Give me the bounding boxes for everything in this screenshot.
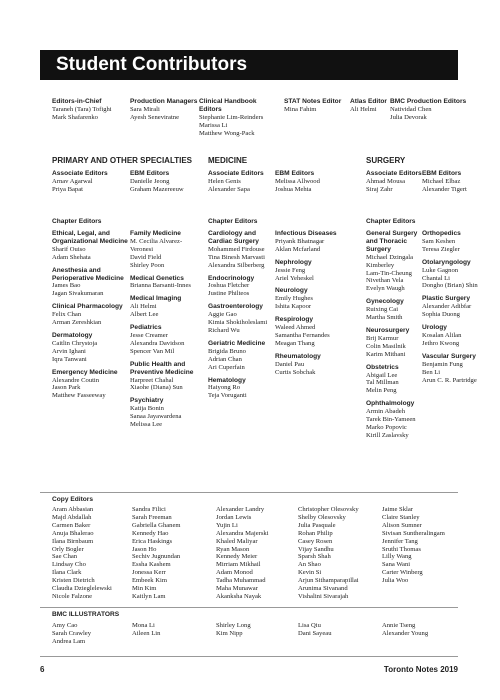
contributor-name: Andrea Lam bbox=[52, 637, 86, 645]
section-title: Copy Editors bbox=[52, 496, 94, 503]
contributor-name: Jaime Sklar bbox=[382, 506, 413, 513]
chapter-editors-heading bbox=[52, 218, 101, 226]
copy-editors-column bbox=[132, 506, 181, 601]
group-title: Preventive Medicine bbox=[130, 368, 194, 376]
associate-editors-surgery bbox=[366, 170, 422, 194]
contributor-name: Lindsay Cho bbox=[52, 561, 86, 569]
bmc-column bbox=[132, 622, 160, 638]
ebm-editors-primary bbox=[130, 170, 184, 194]
contributor-name: Ahmad Mousa bbox=[366, 177, 406, 185]
contributor-name: Sanaa Jayawardena bbox=[130, 413, 182, 421]
section-heading-medicine: MEDICINE bbox=[208, 156, 248, 165]
contributor-name: Maha Munawar bbox=[216, 585, 258, 593]
contributor-name: Alexander Sapa bbox=[208, 185, 250, 193]
contributor-name: Iqra Tanwani bbox=[52, 355, 87, 363]
group-spacer bbox=[52, 400, 128, 405]
contributor-name: Evelyn Waugh bbox=[366, 285, 405, 293]
contributor-name: Harpreet Chahal bbox=[130, 376, 174, 384]
contributor-name: Jesse Creamer bbox=[130, 331, 168, 339]
group-title: Orthopedics bbox=[422, 230, 461, 237]
associate-editors-medicine bbox=[208, 170, 264, 194]
contributor-name: Abigail Lee bbox=[366, 371, 398, 379]
contributor-name: Kaitlyn Lam bbox=[132, 592, 166, 600]
contributor-name: Meagan Thang bbox=[275, 339, 315, 347]
group-title: Endocrinology bbox=[208, 274, 255, 282]
contributor-name: Benjamin Fung bbox=[422, 360, 463, 368]
contributor-name: Marissa Li bbox=[199, 121, 228, 129]
group-title: Associate Editors bbox=[366, 170, 422, 177]
contributor-name: Min Kim bbox=[132, 585, 157, 593]
contributor-name: Jason Park bbox=[52, 384, 81, 392]
contributor-name: Aklan Mcfarland bbox=[275, 245, 321, 253]
bmc-column bbox=[298, 622, 332, 638]
role-group bbox=[130, 98, 197, 122]
contributor-name: Sivisan Suntheralingam bbox=[382, 529, 445, 537]
contributor-name: Natividad Chen bbox=[390, 105, 432, 113]
group-title: General Surgery bbox=[366, 230, 418, 237]
group-title: Clinical Handbook bbox=[199, 98, 257, 105]
group-title: Emergency Medicine bbox=[52, 368, 118, 376]
role-group bbox=[199, 98, 263, 138]
contributor-name: Albert Lee bbox=[130, 311, 159, 319]
contributor-name: An Shao bbox=[298, 561, 321, 569]
contributor-name: Samantha Fernandes bbox=[275, 331, 330, 339]
contributor-name: Arnav Agarwal bbox=[52, 177, 93, 185]
chapter-editors-heading bbox=[366, 218, 415, 226]
contributor-name: Taraneh (Tara) Tofighi bbox=[52, 105, 112, 113]
contributor-name: Alexander Adibfar bbox=[422, 303, 472, 311]
contributor-name: Shirley Poon bbox=[130, 261, 165, 269]
contributor-name: Lilly Wang bbox=[382, 553, 412, 561]
contributor-name: Khaled Maliyar bbox=[216, 537, 258, 545]
contributor-name: Jordan Lewis bbox=[216, 513, 252, 521]
contributor-name: James Bao bbox=[52, 282, 81, 290]
contributor-name: Dani Sayeau bbox=[298, 629, 332, 637]
bmc-heading bbox=[52, 611, 119, 619]
contributor-name: Luke Gagnon bbox=[422, 266, 459, 274]
contributor-name: Kim Nipp bbox=[216, 629, 243, 637]
contributor-name: Jason Ho bbox=[132, 545, 157, 553]
group-spacer bbox=[422, 384, 478, 389]
contributor-name: Ilana Clark bbox=[52, 569, 82, 577]
contributor-name: Daniel Pau bbox=[275, 360, 305, 368]
contributor-name: Mina Fahim bbox=[284, 105, 317, 113]
contributor-name: Nicole Falzone bbox=[52, 592, 93, 600]
contributor-name: Haiyong Ro bbox=[208, 384, 241, 392]
group-title: Respirology bbox=[275, 316, 314, 324]
contributor-name: Sam Keshen bbox=[422, 237, 456, 245]
contributor-name: Alexandre Coutin bbox=[52, 376, 100, 384]
chapter-column bbox=[130, 230, 193, 434]
contributor-name: Sparsh Shah bbox=[298, 553, 331, 561]
group-title: and Thoracic bbox=[366, 237, 408, 245]
group-title: Family Medicine bbox=[130, 230, 181, 237]
contributor-name: Michael Elbaz bbox=[422, 177, 461, 185]
contributor-name: Matthew Wong-Pack bbox=[199, 129, 255, 137]
group-title: EBM Editors bbox=[275, 170, 315, 177]
group-title: Infectious Diseases bbox=[275, 230, 337, 237]
group-title: Organizational Medicine bbox=[52, 237, 128, 245]
contributor-name: Jennifer Tang bbox=[382, 537, 418, 545]
contributor-name: Melin Peng bbox=[366, 387, 397, 395]
contributor-name: Matthew Fasseeway bbox=[52, 392, 106, 400]
contributor-name: Ali Helmi bbox=[350, 105, 377, 113]
contributor-name: Brigida Bruno bbox=[208, 347, 246, 355]
contributor-name: Alexandra Silberberg bbox=[208, 261, 265, 269]
contributor-name: Ayesh Seneviratne bbox=[130, 113, 180, 121]
contributor-name: Jonessa Kerr bbox=[132, 569, 166, 577]
contributor-name: Teresa Ziegler bbox=[422, 245, 460, 253]
contributor-name: Ari Cuperfain bbox=[208, 363, 245, 371]
group-title: Public Health and bbox=[130, 360, 186, 368]
contributor-name: Joshua Mehta bbox=[275, 185, 312, 193]
copy-editors-column bbox=[216, 506, 269, 601]
contributor-name: Sarah Crawley bbox=[52, 629, 91, 637]
contributor-name: Katija Bonin bbox=[130, 405, 164, 413]
divider bbox=[40, 492, 458, 493]
chapter-column bbox=[422, 230, 478, 389]
ebm-editors-surgery bbox=[422, 170, 467, 194]
contributor-name: Ali Helmi bbox=[130, 303, 157, 311]
group-title: Rheumatology bbox=[275, 352, 321, 360]
contributor-name: Ruixing Cai bbox=[366, 306, 399, 314]
chapter-editors-heading bbox=[208, 218, 257, 226]
footer-divider bbox=[40, 656, 458, 657]
contributor-name: Kennedy Hao bbox=[132, 529, 169, 537]
contributor-name: Carter Winberg bbox=[382, 569, 423, 577]
divider bbox=[40, 607, 458, 608]
contributor-name: Alexander Young bbox=[382, 629, 429, 637]
contributor-name: Kosalan Alilan bbox=[422, 331, 462, 339]
section-heading-primary: PRIMARY AND OTHER SPECIALTIES bbox=[52, 156, 193, 165]
contributor-name: Kevin Si bbox=[298, 569, 322, 577]
contributor-name: Majd Abdallah bbox=[52, 513, 92, 521]
group-title: Perioperative Medicine bbox=[52, 274, 124, 282]
contributor-name: Christopher Olesovsky bbox=[298, 506, 359, 513]
group-spacer bbox=[275, 377, 337, 382]
contributor-name: Xiaohe (Diana) Sun bbox=[130, 384, 183, 392]
group-title: Gastroenterology bbox=[208, 303, 263, 311]
contributor-name: Alison Sumner bbox=[382, 521, 422, 529]
contributor-name: Waleed Ahmed bbox=[275, 324, 316, 332]
group-title: BMC Production Editors bbox=[390, 98, 467, 105]
contributor-name: Sarah Freeman bbox=[132, 513, 172, 521]
group-title: Production Managers bbox=[130, 98, 198, 105]
contributor-name: Marko Popovic bbox=[366, 423, 407, 431]
contributor-name: Sophia Duong bbox=[422, 311, 460, 319]
contributor-name: Yujin Li bbox=[216, 521, 238, 529]
contributor-name: Lam-Tin-Cheung bbox=[366, 269, 412, 277]
group-title: Medical Imaging bbox=[130, 295, 182, 303]
bmc-column bbox=[216, 622, 251, 638]
contributor-name: Akanksha Nayak bbox=[216, 592, 262, 600]
page-title: Student Contributors bbox=[40, 50, 458, 80]
chapter-column bbox=[208, 230, 267, 405]
contributor-name: Kristen Dietrich bbox=[52, 577, 95, 585]
contributor-name: Julia Pasquale bbox=[298, 521, 336, 529]
contributor-name: Tadha Muhammad bbox=[216, 577, 266, 585]
group-title: Hematology bbox=[208, 376, 246, 384]
contributor-name: Siraj Zahr bbox=[366, 185, 393, 193]
group-title: Otolaryngology bbox=[422, 258, 471, 266]
contributor-name: Sharif Ouiso bbox=[52, 245, 86, 253]
group-title: Gynecology bbox=[366, 298, 404, 306]
group-title: STAT Notes Editor bbox=[284, 98, 342, 105]
role-group bbox=[350, 98, 387, 114]
contributor-name: Ryan Mason bbox=[216, 545, 250, 553]
chapter-column bbox=[366, 230, 417, 445]
group-title: Ophthalmology bbox=[366, 400, 415, 408]
contributor-name: David Field bbox=[130, 253, 162, 261]
contributor-name: M. Cecilia Alvarez- bbox=[130, 237, 183, 245]
group-title: Surgery bbox=[366, 245, 391, 253]
contributor-name: Alexander Landry bbox=[216, 506, 265, 513]
contributor-name: Mona Li bbox=[132, 622, 155, 629]
contributor-name: Brij Karmur bbox=[366, 334, 399, 342]
group-title: Obstetrics bbox=[366, 363, 399, 371]
contributor-name: Jagan Sivakumaran bbox=[52, 290, 104, 298]
contributor-name: Anuja Bhalerao bbox=[52, 529, 94, 537]
group-title: Medical Genetics bbox=[130, 274, 184, 282]
contributor-name: Mark Shafarenko bbox=[52, 113, 98, 121]
contributor-name: Kimberley bbox=[366, 261, 395, 269]
group-title: Neurosurgery bbox=[366, 326, 410, 334]
contributor-name: Jethro Kwong bbox=[422, 339, 460, 347]
contributor-name: Alexander Tigert bbox=[422, 185, 467, 193]
role-group bbox=[390, 98, 466, 122]
group-title: Psychiatry bbox=[130, 397, 164, 405]
contributor-name: Jessie Feng bbox=[275, 266, 306, 274]
contributor-name: Sechiv Jugnundan bbox=[132, 553, 181, 561]
group-title: Editors-in-Chief bbox=[52, 98, 102, 105]
contributor-name: Adrian Chan bbox=[208, 355, 242, 363]
section-heading-surgery: SURGERY bbox=[366, 156, 406, 165]
chapter-editors-title: Chapter Editors bbox=[366, 218, 416, 225]
group-title: Vascular Surgery bbox=[422, 352, 476, 360]
contributor-name: Martha Smith bbox=[366, 314, 403, 322]
contributor-name: Danielle Jeong bbox=[130, 177, 170, 185]
contributor-name: Chantal Li bbox=[422, 274, 451, 282]
contributor-name: Julia Devorak bbox=[390, 113, 427, 121]
contributor-name: Sana Wani bbox=[382, 561, 411, 569]
contributor-name: Adam Shehata bbox=[52, 253, 91, 261]
contributor-name: Colin Masilnik bbox=[366, 342, 406, 350]
group-title: Cardiac Surgery bbox=[208, 237, 259, 245]
chapter-column bbox=[275, 230, 337, 382]
group-title: Cardiology and bbox=[208, 230, 256, 237]
group-title: Editors bbox=[199, 105, 222, 113]
contributor-name: Spencer Van Mil bbox=[130, 347, 175, 355]
contributor-name: Julia Woo bbox=[382, 577, 409, 585]
group-title: EBM Editors bbox=[130, 170, 170, 177]
contributor-name: Justine Philteos bbox=[208, 290, 250, 298]
copy-editors-column bbox=[298, 506, 359, 601]
contributor-name: Sara Mirali bbox=[130, 105, 160, 113]
contributor-name: Tarek Bin-Yameen bbox=[366, 416, 416, 424]
contributor-name: Embeek Kim bbox=[132, 577, 167, 585]
contributor-name: Priyank Bhatnagar bbox=[275, 237, 325, 245]
contributor-name: Sruthi Thomas bbox=[382, 545, 421, 553]
copy-editors-column bbox=[52, 506, 112, 601]
contributor-name: Orly Bogler bbox=[52, 545, 84, 553]
group-title: Nephrology bbox=[275, 258, 312, 266]
group-title: Pediatrics bbox=[130, 324, 162, 332]
contributor-name: Brianna Barsanti-Innes bbox=[130, 282, 191, 290]
group-title: Plastic Surgery bbox=[422, 295, 471, 303]
group-title: Clinical Pharmacology bbox=[52, 303, 123, 311]
group-spacer bbox=[208, 400, 267, 405]
bmc-column bbox=[382, 622, 428, 638]
contributor-name: Adam Monod bbox=[216, 569, 253, 577]
group-title: Associate Editors bbox=[208, 170, 264, 177]
contributor-name: Arvin Ighani bbox=[52, 347, 86, 355]
contributor-name: Arun C. R. Partridge bbox=[422, 376, 477, 384]
contributor-name: Melissa Allwood bbox=[275, 177, 320, 185]
contributor-name: Ishita Kapoor bbox=[275, 303, 312, 311]
contributor-name: Rohan Philip bbox=[298, 529, 333, 537]
contributor-name: Arunima Sivanand bbox=[298, 585, 348, 593]
contributor-name: Teja Voruganti bbox=[208, 392, 247, 400]
contributor-name: Shelby Olesovsky bbox=[298, 513, 346, 521]
contributor-name: Priya Bapat bbox=[52, 185, 83, 193]
contributor-name: Kimia Shokiholeslami bbox=[208, 319, 268, 327]
group-title: Urology bbox=[422, 324, 447, 332]
group-spacer bbox=[130, 429, 193, 434]
contributor-name: Tina Binesh Marvasti bbox=[208, 253, 265, 261]
ebm-editors-medicine bbox=[275, 170, 320, 194]
contributor-name: Claire Stanley bbox=[382, 513, 420, 521]
chapter-editors-title: Chapter Editors bbox=[208, 218, 258, 225]
contributor-name: Melissa Lee bbox=[130, 421, 163, 429]
contributor-name: Mohammed Firdouse bbox=[208, 245, 265, 253]
contributor-name: Stephanie Lim-Reinders bbox=[199, 113, 264, 121]
contributor-name: Michael Dzingala bbox=[366, 253, 414, 261]
section-title: BMC ILLUSTRATORS bbox=[52, 611, 120, 618]
contributor-name: Aggie Gao bbox=[208, 311, 237, 319]
contributor-name: Curtis Sobchak bbox=[275, 368, 316, 376]
contributor-name: Ariel Yeheskel bbox=[275, 274, 314, 282]
contributor-name: Arjun Sithamparapillai bbox=[298, 577, 359, 585]
copy-editors-heading bbox=[52, 496, 93, 504]
bmc-column bbox=[52, 622, 91, 646]
group-title: Associate Editors bbox=[52, 170, 108, 177]
contributor-name: Vishalini Sivarajah bbox=[298, 592, 349, 600]
chapter-column bbox=[52, 230, 128, 405]
chapter-editors-title: Chapter Editors bbox=[52, 218, 102, 225]
copy-editors-column bbox=[382, 506, 445, 585]
contributor-name: Casey Rosen bbox=[298, 537, 333, 545]
contributor-name: Shirley Long bbox=[216, 622, 251, 629]
contributor-name: Carmen Baker bbox=[52, 521, 91, 529]
group-title: Ethical, Legal, and bbox=[52, 230, 110, 237]
contributor-name: Aileen Lin bbox=[132, 629, 161, 637]
group-title: Dermatology bbox=[52, 331, 93, 339]
contributor-name: Erica Haskings bbox=[132, 537, 173, 545]
contributor-name: Alexandra Davidson bbox=[130, 339, 185, 347]
contributor-name: Veronesi bbox=[130, 245, 154, 253]
contributor-name: Aram Abbasian bbox=[52, 506, 94, 513]
group-title: Anesthesia and bbox=[52, 266, 101, 274]
contributor-name: Sandra Filici bbox=[132, 506, 166, 513]
contributor-name: Caitlin Chrystoja bbox=[52, 339, 98, 347]
group-title: Geriatric Medicine bbox=[208, 339, 266, 347]
contributor-name: Arman Zereshkian bbox=[52, 319, 102, 327]
contributor-name: Lisa Qiu bbox=[298, 622, 321, 629]
contributor-name: Gabriella Ghanem bbox=[132, 521, 181, 529]
contributor-name: Mirriam Mikhail bbox=[216, 561, 261, 569]
role-group bbox=[284, 98, 341, 114]
contributor-name: Amy Cao bbox=[52, 622, 78, 629]
contributor-name: Kennedy Meier bbox=[216, 553, 258, 561]
contributor-name: Armin Abadeh bbox=[366, 408, 406, 416]
contributor-name: Tal Millman bbox=[366, 379, 399, 387]
group-title: Neurology bbox=[275, 287, 308, 295]
group-title: Atlas Editor bbox=[350, 98, 388, 105]
book-title: Toronto Notes 2019 bbox=[383, 665, 458, 674]
contributor-name: Essha Kashem bbox=[132, 561, 171, 569]
contributor-name: Helen Genis bbox=[208, 177, 241, 185]
role-group bbox=[52, 98, 112, 122]
contributor-name: Nivethan Vela bbox=[366, 277, 404, 285]
contributor-name: Claudia Dzieglelewski bbox=[52, 585, 112, 593]
contributor-name: Karim Mithani bbox=[366, 350, 406, 358]
contributor-name: Sae Chan bbox=[52, 553, 78, 561]
contributor-name: Dongho (Brian) Shin bbox=[422, 282, 478, 290]
contributor-name: Vijay Sandhu bbox=[298, 545, 334, 553]
contributor-name: Emily Hughes bbox=[275, 295, 313, 303]
contributor-name: Graham Mazereeuw bbox=[130, 185, 184, 193]
contributor-name: Joshua Fletcher bbox=[208, 282, 250, 290]
contributor-name: Richard Wu bbox=[208, 326, 240, 334]
contributor-name: Kirill Zaslavsky bbox=[366, 431, 409, 439]
contributor-name: Annie Tseng bbox=[382, 622, 416, 629]
contributor-name: Ilana Birnbaum bbox=[52, 537, 94, 545]
contributor-name: Felix Chan bbox=[52, 311, 82, 319]
group-title: EBM Editors bbox=[422, 170, 462, 177]
associate-editors-primary bbox=[52, 170, 108, 194]
page-number: 6 bbox=[40, 665, 45, 674]
contributor-name: Alexandra Majerski bbox=[216, 529, 269, 537]
group-spacer bbox=[366, 440, 417, 445]
contributor-name: Ben Li bbox=[422, 368, 441, 376]
